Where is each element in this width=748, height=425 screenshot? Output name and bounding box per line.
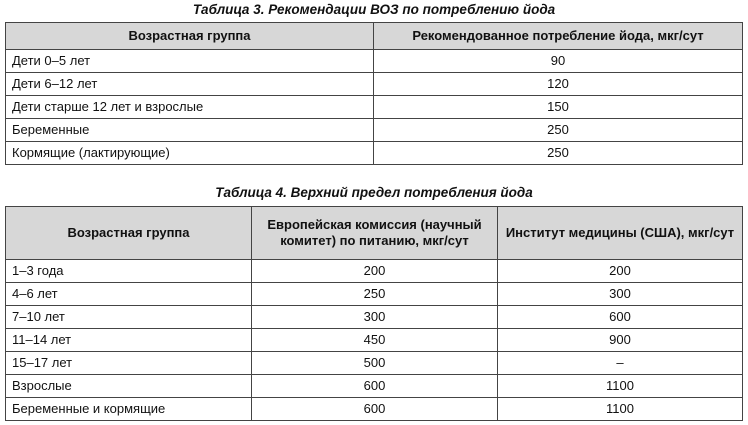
- table-row: [6, 96, 743, 119]
- us-limit-cell: 200: [498, 260, 743, 283]
- eu-limit-cell: 300: [252, 306, 498, 329]
- us-limit-cell: 300: [498, 283, 743, 306]
- table-row: [6, 306, 743, 329]
- intake-value-cell: 120: [374, 73, 743, 96]
- us-limit-cell: 900: [498, 329, 743, 352]
- table4-caption: Таблица 4. Верхний предел потребления йода: [215, 185, 533, 200]
- table-row: [6, 375, 743, 398]
- age-group-cell: Беременные и кормящие: [6, 398, 252, 421]
- us-limit-cell: 600: [498, 306, 743, 329]
- eu-limit-cell: 500: [252, 352, 498, 375]
- table-header-row: [6, 207, 743, 260]
- age-group-cell: Дети 0–5 лет: [6, 50, 374, 73]
- table3-caption: Таблица 3. Рекомендации ВОЗ по потреблению йода: [192, 2, 556, 17]
- age-group-cell: Беременные: [6, 119, 374, 142]
- us-limit-cell: 1100: [498, 375, 743, 398]
- header-institute-of-medicine: Институт медицины (США), мкг/сут: [498, 207, 743, 260]
- eu-limit-cell: 600: [252, 398, 498, 421]
- header-recommended-intake: Рекомендованное потребление йода, мкг/сут: [374, 23, 743, 50]
- intake-value-cell: 250: [374, 142, 743, 165]
- intake-value-cell: 90: [374, 50, 743, 73]
- age-group-cell: 1–3 года: [6, 260, 252, 283]
- header-age-group: Возрастная группа: [6, 207, 252, 260]
- table-row: [6, 119, 743, 142]
- intake-value-cell: 150: [374, 96, 743, 119]
- age-group-cell: 4–6 лет: [6, 283, 252, 306]
- age-group-cell: Дети 6–12 лет: [6, 73, 374, 96]
- header-european-commission: Европейская комиссия (научный комитет) по питанию, мкг/сут: [252, 207, 498, 260]
- table-row: [6, 73, 743, 96]
- table-header-row: [6, 23, 743, 50]
- eu-limit-cell: 450: [252, 329, 498, 352]
- header-age-group: Возрастная группа: [6, 23, 374, 50]
- table-row: [6, 260, 743, 283]
- age-group-cell: Дети старше 12 лет и взрослые: [6, 96, 374, 119]
- eu-limit-cell: 200: [252, 260, 498, 283]
- intake-value-cell: 250: [374, 119, 743, 142]
- eu-limit-cell: 250: [252, 283, 498, 306]
- table-row: [6, 352, 743, 375]
- age-group-cell: Взрослые: [6, 375, 252, 398]
- age-group-cell: 15–17 лет: [6, 352, 252, 375]
- table-row: [6, 329, 743, 352]
- us-limit-cell: –: [498, 352, 743, 375]
- table-row: [6, 50, 743, 73]
- table-row: [6, 142, 743, 165]
- us-limit-cell: 1100: [498, 398, 743, 421]
- age-group-cell: 11–14 лет: [6, 329, 252, 352]
- age-group-cell: 7–10 лет: [6, 306, 252, 329]
- table-row: [6, 283, 743, 306]
- who-iodine-recommendations-table: [5, 22, 743, 165]
- table-row: [6, 398, 743, 421]
- age-group-cell: Кормящие (лактирующие): [6, 142, 374, 165]
- eu-limit-cell: 600: [252, 375, 498, 398]
- iodine-upper-limit-table: [5, 206, 743, 421]
